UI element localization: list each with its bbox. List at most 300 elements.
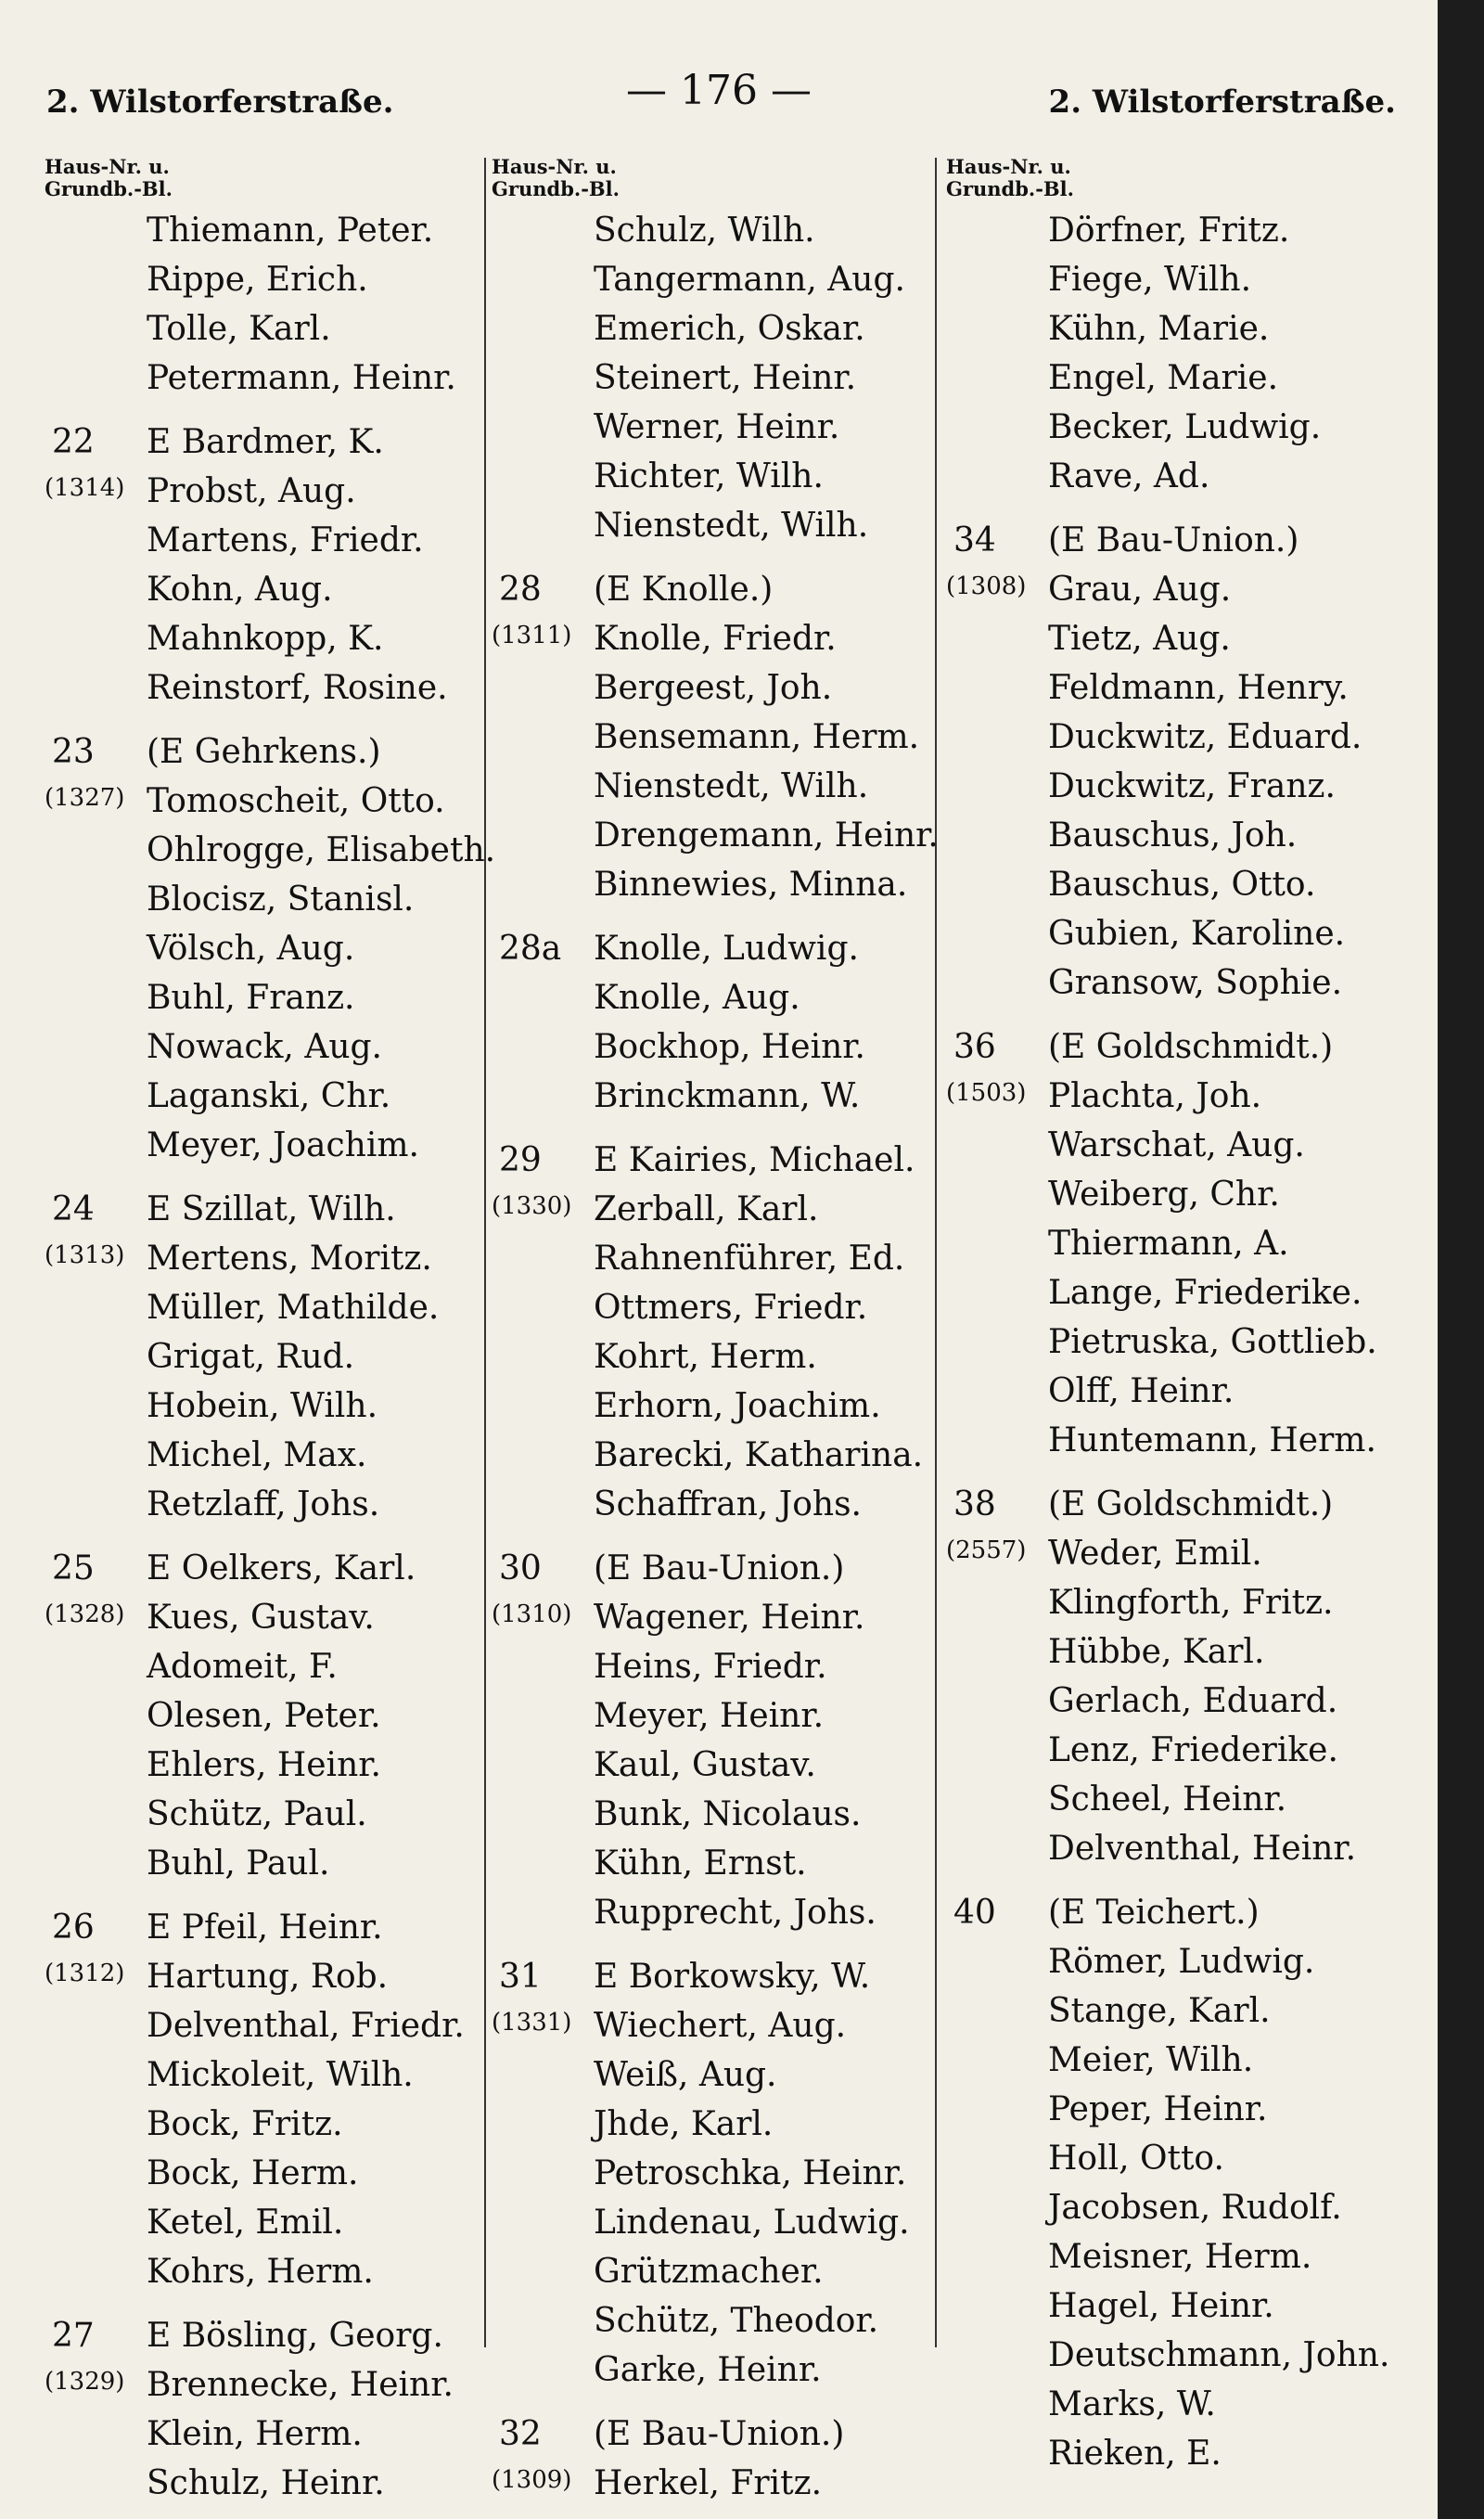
resident-name: Retzlaff, Johs. <box>147 1485 380 1523</box>
column-1 <box>45 156 508 2508</box>
resident-name: Gerlach, Eduard. <box>1048 1682 1338 1720</box>
directory-entry <box>492 255 955 304</box>
header-street-right: 2. Wilstorferstraße. <box>1048 84 1396 121</box>
house-number: 25 <box>52 1549 95 1587</box>
resident-name: Rippe, Erich. <box>147 261 368 299</box>
resident-name: Hagel, Heinr. <box>1048 2287 1274 2325</box>
directory-entry <box>45 1332 508 1382</box>
directory-entry <box>45 1642 508 1691</box>
resident-name: Heins, Friedr. <box>594 1648 827 1686</box>
directory-entry <box>45 1022 508 1072</box>
resident-name: Völsch, Aug. <box>147 930 355 968</box>
column-label-line2: Grundb.-Bl. <box>946 177 1074 200</box>
column-2 <box>492 156 955 2508</box>
resident-name: Gubien, Karoline. <box>1048 915 1346 953</box>
resident-name: Knolle, Aug. <box>594 979 800 1017</box>
directory-entry <box>45 973 508 1022</box>
directory-entry <box>492 2198 955 2247</box>
grundbuch-number: (1313) <box>45 1241 125 1269</box>
grundbuch-number: (1330) <box>492 1192 572 1220</box>
resident-name: Laganski, Chr. <box>147 1077 391 1115</box>
resident-name: Thiemann, Peter. <box>147 212 434 250</box>
directory-entry <box>946 2331 1410 2380</box>
resident-name: Schütz, Theodor. <box>594 2302 879 2340</box>
directory-entry <box>946 1317 1410 1367</box>
directory-entry <box>492 206 955 255</box>
directory-entry <box>45 826 508 875</box>
resident-name: Bensemann, Herm. <box>594 718 920 756</box>
resident-name: Bockhop, Heinr. <box>594 1028 865 1066</box>
directory-entry <box>492 1790 955 1839</box>
directory-entry <box>946 1121 1410 1170</box>
directory-entry <box>946 1986 1410 2036</box>
directory-entry <box>45 1839 508 1888</box>
resident-name: Nienstedt, Wilh. <box>594 507 869 545</box>
column-label <box>492 156 955 206</box>
directory-entry <box>45 2247 508 2296</box>
column-label <box>45 156 508 206</box>
column-label <box>946 156 1410 206</box>
resident-name: Tangermann, Aug. <box>594 261 905 299</box>
resident-name: Binnewies, Minna. <box>594 866 908 904</box>
grundbuch-number: (1311) <box>492 622 572 649</box>
resident-name: Nienstedt, Wilh. <box>594 767 869 805</box>
directory-entry <box>946 1367 1410 1416</box>
resident-name: Hobein, Wilh. <box>147 1387 378 1425</box>
house-number: 23 <box>52 733 95 771</box>
directory-entry <box>492 2100 955 2149</box>
directory-entry <box>45 2100 508 2149</box>
column-label-line2: Grundb.-Bl. <box>45 177 173 200</box>
directory-entry <box>946 2232 1410 2281</box>
directory-entry <box>492 1022 955 1072</box>
resident-name: Drengemann, Heinr. <box>594 816 939 855</box>
directory-entry <box>45 2459 508 2508</box>
house-number: 40 <box>953 1894 996 1932</box>
resident-name: Bauschus, Joh. <box>1048 816 1298 855</box>
directory-entry <box>946 958 1410 1008</box>
resident-name: Rupprecht, Johs. <box>594 1894 876 1932</box>
resident-name: Hartung, Rob. <box>147 1958 389 1996</box>
directory-entry <box>946 713 1410 762</box>
resident-name: Wagener, Heinr. <box>594 1599 865 1637</box>
resident-name: Bock, Fritz. <box>147 2105 343 2143</box>
directory-entry <box>45 2311 508 2360</box>
grundbuch-number: (1309) <box>492 2466 572 2494</box>
resident-name: (E Teichert.) <box>1048 1894 1260 1932</box>
resident-name: Rahnenführer, Ed. <box>594 1240 905 1278</box>
directory-entry <box>946 1170 1410 1219</box>
resident-name: E Szillat, Wilh. <box>147 1190 396 1228</box>
directory-entry <box>45 1691 508 1741</box>
resident-name: Brinckmann, W. <box>594 1077 861 1115</box>
directory-entry <box>946 1219 1410 1268</box>
resident-name: Martens, Friedr. <box>147 521 424 559</box>
directory-entry <box>492 1544 955 1593</box>
resident-name: Schulz, Heinr. <box>147 2464 385 2502</box>
directory-entry <box>492 762 955 811</box>
resident-name: Kühn, Ernst. <box>594 1844 807 1883</box>
resident-name: Holl, Otto. <box>1048 2140 1224 2178</box>
resident-name: Lindenau, Ludwig. <box>594 2204 910 2242</box>
resident-name: Barecki, Katharina. <box>594 1436 924 1474</box>
directory-entry <box>492 1234 955 1283</box>
directory-entry <box>492 1136 955 1185</box>
header-street-left: 2. Wilstorferstraße. <box>46 84 394 121</box>
directory-entry <box>492 924 955 973</box>
resident-name: Erhorn, Joachim. <box>594 1387 881 1425</box>
directory-entry <box>946 663 1410 713</box>
resident-name: Meyer, Heinr. <box>594 1697 825 1735</box>
directory-entry <box>492 1480 955 1529</box>
directory-entry <box>45 206 508 255</box>
directory-entry <box>946 516 1410 565</box>
directory-entry <box>946 353 1410 403</box>
directory-entry <box>492 353 955 403</box>
grundbuch-number: (1314) <box>45 474 125 502</box>
directory-entry <box>492 304 955 353</box>
house-number: 28a <box>499 930 562 968</box>
directory-entry <box>45 2149 508 2198</box>
resident-name: (E Bau-Union.) <box>594 1549 845 1587</box>
resident-name: Kohn, Aug. <box>147 571 333 609</box>
directory-entry <box>946 565 1410 614</box>
directory-entry <box>45 467 508 516</box>
resident-name: Thiermann, A. <box>1048 1225 1289 1263</box>
directory-entry <box>946 1677 1410 1726</box>
directory-entry <box>45 1790 508 1839</box>
directory-entry <box>492 501 955 550</box>
directory-entry <box>946 452 1410 501</box>
resident-name: (E Gehrkens.) <box>147 733 381 771</box>
resident-name: Ohlrogge, Elisabeth. <box>147 831 496 869</box>
house-number: 32 <box>499 2415 542 2453</box>
grundbuch-number: (1503) <box>946 1079 1027 1107</box>
directory-entry <box>946 2281 1410 2331</box>
resident-name: Kaul, Gustav. <box>594 1746 816 1784</box>
directory-entry <box>492 713 955 762</box>
grundbuch-number: (1328) <box>45 1600 125 1628</box>
resident-name: Olff, Heinr. <box>1048 1372 1235 1410</box>
resident-name: Probst, Aug. <box>147 472 356 510</box>
directory-entry <box>45 2410 508 2459</box>
grundbuch-number: (1312) <box>45 1960 125 1987</box>
directory-entry <box>45 1185 508 1234</box>
directory-entry <box>45 1382 508 1431</box>
page-header <box>0 67 1438 122</box>
directory-entry <box>492 2410 955 2459</box>
directory-entry <box>45 614 508 663</box>
directory-entry <box>946 2085 1410 2134</box>
directory-entry <box>492 2001 955 2050</box>
resident-name: Garke, Heinr. <box>594 2351 822 2389</box>
directory-entry <box>45 1072 508 1121</box>
resident-name: Pietruska, Gottlieb. <box>1048 1323 1377 1361</box>
directory-entry <box>45 1903 508 1952</box>
directory-entry <box>45 727 508 777</box>
directory-entry <box>946 860 1410 909</box>
resident-name: Richter, Wilh. <box>594 457 824 495</box>
house-number: 29 <box>499 1141 542 1179</box>
column-label-line2: Grundb.-Bl. <box>492 177 620 200</box>
resident-name: Meisner, Herm. <box>1048 2238 1312 2276</box>
directory-entry <box>45 1593 508 1642</box>
directory-entry <box>45 1431 508 1480</box>
directory-entry <box>946 1072 1410 1121</box>
resident-name: Meyer, Joachim. <box>147 1126 419 1164</box>
directory-entry <box>492 1072 955 1121</box>
resident-name: E Kairies, Michael. <box>594 1141 915 1179</box>
resident-name: Grützmacher. <box>594 2253 824 2291</box>
resident-name: Petermann, Heinr. <box>147 359 456 397</box>
directory-entry <box>492 1741 955 1790</box>
resident-name: Peper, Heinr. <box>1048 2090 1268 2128</box>
directory-entry <box>492 811 955 860</box>
directory-entry <box>492 973 955 1022</box>
directory-entry <box>45 2360 508 2410</box>
resident-name: Scheel, Heinr. <box>1048 1780 1287 1819</box>
directory-entry <box>492 1185 955 1234</box>
resident-name: Delventhal, Friedr. <box>147 2007 465 2045</box>
directory-entry <box>946 1022 1410 1072</box>
resident-name: Knolle, Ludwig. <box>594 930 859 968</box>
resident-name: Plachta, Joh. <box>1048 1077 1262 1115</box>
resident-name: Zerball, Karl. <box>594 1190 819 1228</box>
directory-entry <box>946 1480 1410 1529</box>
resident-name: Klingforth, Fritz. <box>1048 1584 1334 1622</box>
directory-entry <box>492 663 955 713</box>
resident-name: Weiß, Aug. <box>594 2056 777 2094</box>
directory-entry <box>492 1382 955 1431</box>
grundbuch-number: (1331) <box>492 2009 572 2037</box>
directory-entry <box>492 1839 955 1888</box>
directory-entry <box>492 1283 955 1332</box>
resident-name: Steinert, Heinr. <box>594 359 857 397</box>
resident-name: Weder, Emil. <box>1048 1535 1262 1573</box>
resident-name: Bauschus, Otto. <box>1048 866 1316 904</box>
resident-name: Stange, Karl. <box>1048 1992 1271 2030</box>
directory-entry <box>946 1726 1410 1775</box>
resident-name: Schütz, Paul. <box>147 1795 367 1833</box>
directory-entry <box>492 614 955 663</box>
directory-entry <box>45 516 508 565</box>
house-number: 24 <box>52 1190 95 1228</box>
page-edge <box>1438 0 1484 2519</box>
resident-name: Delventhal, Heinr. <box>1048 1830 1357 1868</box>
house-number: 38 <box>953 1485 996 1523</box>
grundbuch-number: (1308) <box>946 572 1027 600</box>
directory-entry <box>45 875 508 924</box>
resident-name: (E Goldschmidt.) <box>1048 1485 1334 1523</box>
resident-name: E Borkowsky, W. <box>594 1958 871 1996</box>
resident-name: Grigat, Rud. <box>147 1338 355 1376</box>
resident-name: Rieken, E. <box>1048 2435 1222 2473</box>
resident-name: Brennecke, Heinr. <box>147 2366 454 2404</box>
directory-entry <box>45 924 508 973</box>
resident-name: (E Bau-Union.) <box>1048 521 1299 559</box>
resident-name: Lenz, Friederike. <box>1048 1731 1338 1769</box>
directory-entry <box>946 2036 1410 2085</box>
directory-entry <box>45 1544 508 1593</box>
resident-name: Emerich, Oskar. <box>594 310 865 348</box>
directory-entry <box>946 255 1410 304</box>
resident-name: Jacobsen, Rudolf. <box>1048 2189 1342 2227</box>
house-number: 28 <box>499 571 542 609</box>
resident-name: Engel, Marie. <box>1048 359 1279 397</box>
resident-name: Klein, Herm. <box>147 2415 363 2453</box>
resident-name: Müller, Mathilde. <box>147 1289 440 1327</box>
column-3 <box>946 156 1410 2478</box>
resident-name: Nowack, Aug. <box>147 1028 382 1066</box>
resident-name: E Bardmer, K. <box>147 423 384 461</box>
house-number: 27 <box>52 2317 95 2355</box>
grundbuch-number: (1327) <box>45 784 125 812</box>
directory-entry <box>946 762 1410 811</box>
resident-name: Warschat, Aug. <box>1048 1126 1305 1164</box>
directory-entry <box>492 860 955 909</box>
resident-name: Römer, Ludwig. <box>1048 1943 1315 1981</box>
directory-entry <box>45 1741 508 1790</box>
directory-entry <box>45 1234 508 1283</box>
resident-name: Bock, Herm. <box>147 2154 359 2192</box>
directory-entry <box>45 565 508 614</box>
directory-entry <box>946 206 1410 255</box>
resident-name: Ottmers, Friedr. <box>594 1289 868 1327</box>
resident-name: Reinstorf, Rosine. <box>147 669 448 707</box>
directory-entry <box>45 304 508 353</box>
resident-name: Huntemann, Herm. <box>1048 1421 1376 1459</box>
resident-name: Wiechert, Aug. <box>594 2007 847 2045</box>
directory-entry <box>492 2149 955 2198</box>
directory-entry <box>946 1416 1410 1465</box>
resident-name: Feldmann, Henry. <box>1048 669 1349 707</box>
resident-name: Ehlers, Heinr. <box>147 1746 381 1784</box>
resident-name: Fiege, Wilh. <box>1048 261 1252 299</box>
resident-name: E Bösling, Georg. <box>147 2317 443 2355</box>
directory-entry <box>946 1627 1410 1677</box>
directory-entry <box>492 565 955 614</box>
directory-entry <box>492 403 955 452</box>
resident-name: Schulz, Wilh. <box>594 212 815 250</box>
resident-name: Duckwitz, Franz. <box>1048 767 1336 805</box>
resident-name: Marks, W. <box>1048 2385 1216 2423</box>
resident-name: Kues, Gustav. <box>147 1599 375 1637</box>
grundbuch-number: (2557) <box>946 1536 1027 1564</box>
resident-name: Lange, Friederike. <box>1048 1274 1362 1312</box>
resident-name: Dörfner, Fritz. <box>1048 212 1290 250</box>
resident-name: (E Knolle.) <box>594 571 774 609</box>
directory-entry <box>946 1775 1410 1824</box>
resident-name: Kohrt, Herm. <box>594 1338 817 1376</box>
resident-name: Duckwitz, Eduard. <box>1048 718 1362 756</box>
directory-entry <box>946 1937 1410 1986</box>
directory-entry <box>946 811 1410 860</box>
resident-name: Ketel, Emil. <box>147 2204 344 2242</box>
resident-name: Buhl, Paul. <box>147 1844 330 1883</box>
resident-name: Buhl, Franz. <box>147 979 355 1017</box>
house-number: 34 <box>953 521 996 559</box>
directory-entry <box>492 1888 955 1937</box>
directory-entry <box>492 2247 955 2296</box>
directory-entry <box>946 614 1410 663</box>
directory-entry <box>45 663 508 713</box>
directory-entry <box>946 2380 1410 2429</box>
resident-name: Kühn, Marie. <box>1048 310 1270 348</box>
resident-name: Schaffran, Johs. <box>594 1485 863 1523</box>
resident-name: Mertens, Moritz. <box>147 1240 432 1278</box>
resident-name: Herkel, Fritz. <box>594 2464 823 2502</box>
directory-entry <box>946 304 1410 353</box>
directory-entry <box>492 2345 955 2395</box>
resident-name: Mahnkopp, K. <box>147 620 384 658</box>
resident-name: Becker, Ludwig. <box>1048 408 1322 446</box>
house-number: 22 <box>52 423 95 461</box>
page-number: — 176 — <box>626 67 812 114</box>
resident-name: Bunk, Nicolaus. <box>594 1795 862 1833</box>
resident-name: Rave, Ad. <box>1048 457 1210 495</box>
directory-entry <box>492 1332 955 1382</box>
directory-entry <box>45 1121 508 1170</box>
resident-name: Adomeit, F. <box>147 1648 338 1686</box>
resident-name: Kohrs, Herm. <box>147 2253 374 2291</box>
grundbuch-number: (1329) <box>45 2368 125 2396</box>
house-number: 30 <box>499 1549 542 1587</box>
column-label-line1: Haus-Nr. u. <box>946 155 1071 178</box>
directory-entry <box>492 1642 955 1691</box>
resident-name: Jhde, Karl. <box>594 2105 774 2143</box>
directory-entry <box>45 777 508 826</box>
resident-name: E Pfeil, Heinr. <box>147 1909 383 1947</box>
directory-entry <box>492 2459 955 2508</box>
directory-entry <box>492 1431 955 1480</box>
directory-entry <box>946 2429 1410 2478</box>
resident-name: Petroschka, Heinr. <box>594 2154 907 2192</box>
directory-entry <box>946 1824 1410 1873</box>
directory-entry <box>946 403 1410 452</box>
directory-entry <box>45 2050 508 2100</box>
directory-entry <box>45 2198 508 2247</box>
resident-name: Tietz, Aug. <box>1048 620 1231 658</box>
grundbuch-number: (1310) <box>492 1600 572 1628</box>
resident-name: Gransow, Sophie. <box>1048 964 1343 1002</box>
directory-entry <box>946 1268 1410 1317</box>
directory-entry <box>45 353 508 403</box>
resident-name: Grau, Aug. <box>1048 571 1232 609</box>
directory-entry <box>45 2001 508 2050</box>
directory-entry <box>946 909 1410 958</box>
directory-entry <box>492 2050 955 2100</box>
column-label-line1: Haus-Nr. u. <box>492 155 617 178</box>
resident-name: Michel, Max. <box>147 1436 367 1474</box>
resident-name: Tomoscheit, Otto. <box>147 782 445 820</box>
directory-entry <box>492 452 955 501</box>
resident-name: Tolle, Karl. <box>147 310 331 348</box>
house-number: 31 <box>499 1958 542 1996</box>
directory-entry <box>946 1578 1410 1627</box>
directory-entry <box>45 1952 508 2001</box>
resident-name: Blocisz, Stanisl. <box>147 880 415 919</box>
directory-entry <box>946 1888 1410 1937</box>
house-number: 36 <box>953 1028 996 1066</box>
resident-name: Weiberg, Chr. <box>1048 1176 1280 1214</box>
directory-entry <box>492 1593 955 1642</box>
directory-entry <box>45 418 508 467</box>
resident-name: Hübbe, Karl. <box>1048 1633 1265 1671</box>
resident-name: Mickoleit, Wilh. <box>147 2056 414 2094</box>
resident-name: Werner, Heinr. <box>594 408 840 446</box>
resident-name: Knolle, Friedr. <box>594 620 837 658</box>
resident-name: Deutschmann, John. <box>1048 2336 1390 2374</box>
